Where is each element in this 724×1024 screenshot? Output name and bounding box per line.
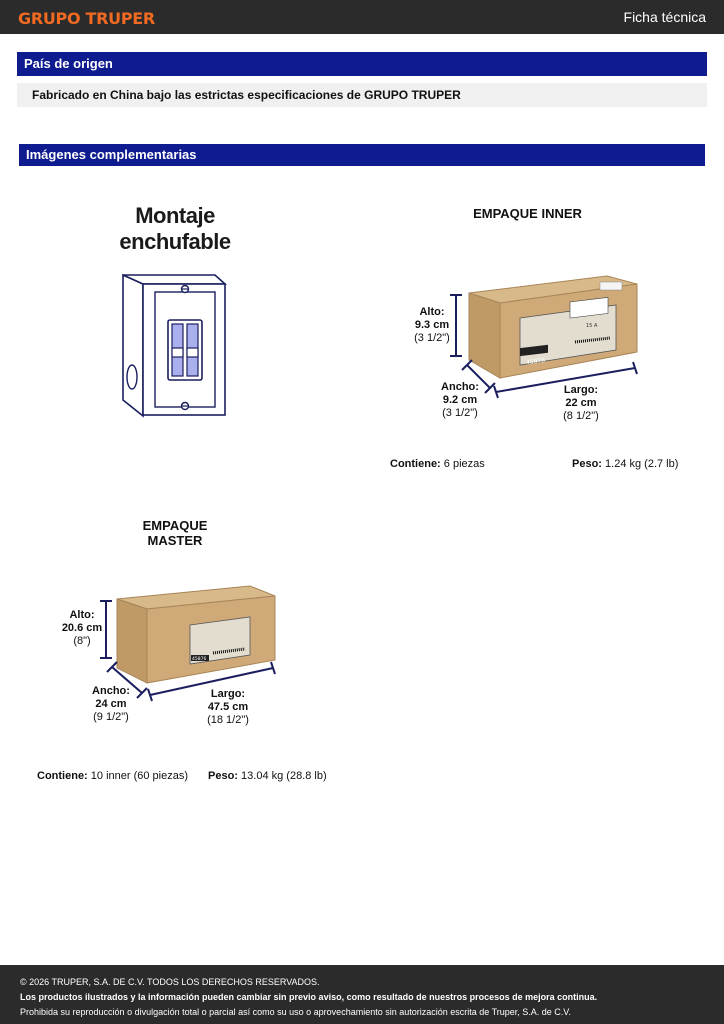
master-contents-label: Contiene: <box>37 770 88 782</box>
inner-width-title: Ancho: <box>441 381 479 393</box>
master-height-value: 20.6 cm <box>61 622 103 634</box>
footer-notice: Los productos ilustrados y la información pueden cambiar sin previo aviso, como resultado de nuestros procesos de mejora continua. <box>20 992 598 1002</box>
inner-weight-label: Peso: <box>572 458 602 470</box>
inner-weight <box>572 458 678 470</box>
master-height-label <box>58 609 106 648</box>
inner-height-title: Alto: <box>419 306 445 318</box>
inner-contents <box>390 458 485 470</box>
inner-weight-value: 1.24 kg (2.7 lb) <box>605 458 679 470</box>
montaje-title-line2: enchufable <box>119 229 231 254</box>
inner-box-amp: 15 A <box>586 323 598 329</box>
master-box-code: 45876 <box>192 657 207 662</box>
master-contents <box>37 770 188 782</box>
inner-width-value: 9.2 cm <box>442 394 478 406</box>
montaje-title <box>80 203 270 255</box>
document-type-label: Ficha técnica <box>623 9 706 25</box>
montaje-title-line1: Montaje <box>135 203 215 228</box>
footer <box>0 965 724 1024</box>
inner-height-inches: (3 1/2") <box>414 332 450 344</box>
master-weight <box>208 770 327 782</box>
inner-contents-label: Contiene: <box>390 458 441 470</box>
truper-logo: GRUPO TRUPER <box>18 9 155 28</box>
master-height-title: Alto: <box>69 609 95 621</box>
inner-length-value: 22 cm <box>565 397 597 409</box>
master-width-label <box>86 685 136 724</box>
master-width-title: Ancho: <box>92 685 130 697</box>
footer-prohibition: Prohibida su reproducción o divulgación total o parcial así como su uso o aprovechamiento sin autorización escrita de Truper, S.A. de C.V. <box>20 1007 571 1017</box>
master-length-title: Largo: <box>210 688 246 700</box>
inner-length-label <box>556 384 606 423</box>
inner-length-inches: (8 1/2") <box>563 410 599 422</box>
master-length-inches: (18 1/2") <box>207 714 249 726</box>
master-contents-value: 10 inner (60 piezas) <box>90 770 189 782</box>
inner-package-heading: EMPAQUE INNER <box>473 206 582 221</box>
master-weight-label: Peso: <box>208 770 238 782</box>
inner-box-code: 45876 <box>526 357 546 367</box>
master-length-label <box>202 688 254 727</box>
inner-width-inches: (3 1/2") <box>442 407 478 419</box>
master-height-inches: (8") <box>73 635 91 647</box>
origin-text: Fabricado en China bajo las estrictas especificaciones de GRUPO TRUPER <box>17 83 707 107</box>
inner-height-value: 9.3 cm <box>414 319 450 331</box>
top-bar <box>0 0 724 34</box>
master-width-value: 24 cm <box>95 698 127 710</box>
origin-section-title: País de origen <box>17 52 707 76</box>
master-length-value: 47.5 cm <box>207 701 249 713</box>
master-package-heading: EMPAQUE MASTER <box>142 518 208 548</box>
master-weight-value: 13.04 kg (28.8 lb) <box>241 770 327 782</box>
inner-width-label <box>436 381 484 420</box>
plug-in-mount-box-illustration <box>120 270 230 420</box>
inner-contents-value: 6 piezas <box>443 458 485 470</box>
inner-length-title: Largo: <box>563 384 599 396</box>
images-section-title: Imágenes complementarias <box>19 144 705 166</box>
master-width-inches: (9 1/2") <box>93 711 129 723</box>
footer-copyright: © 2026 TRUPER, S.A. DE C.V. TODOS LOS DERECHOS RESERVADOS. <box>20 977 320 987</box>
inner-height-label <box>408 306 456 345</box>
